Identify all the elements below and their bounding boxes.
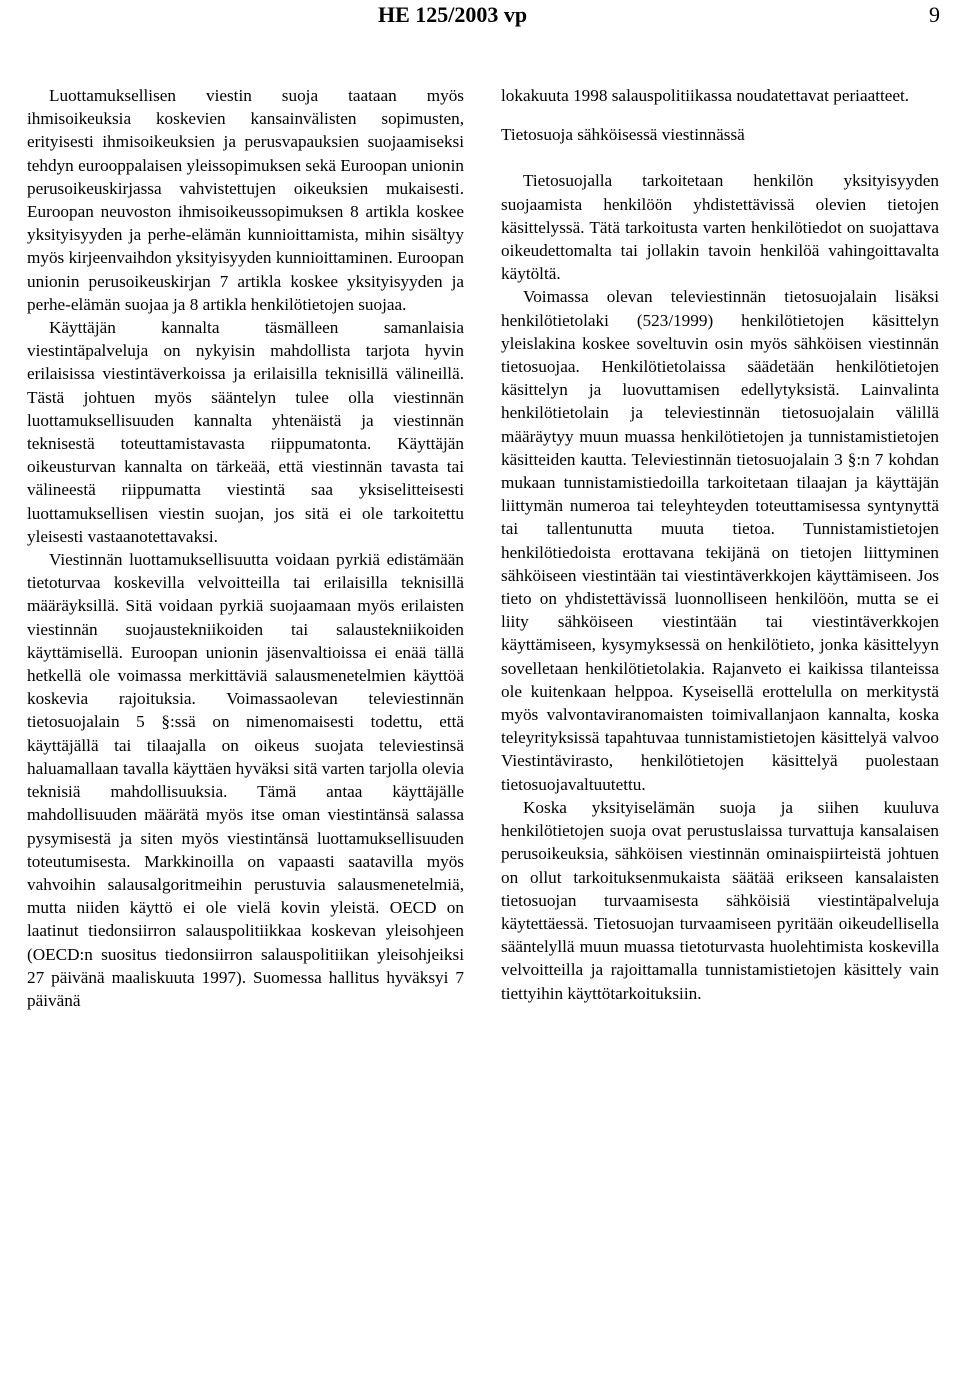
page-number: 9: [929, 2, 940, 27]
left-column: [27, 84, 464, 1012]
page-header: [0, 0, 960, 36]
section-heading: Tietosuoja sähköisessä viestinnässä: [501, 125, 745, 145]
document-id: HE 125/2003 vp: [378, 2, 528, 27]
paragraph: Koska yksityiselämän suoja ja siihen kuuluva henkilötietojen suoja ovat perustuslaissa turvattuja kansalaisen perusoikeuksia, sähköisen viestinnän ominaispiirteistä johtuen on ollut tarkoituksenmukaista säätää erikseen kansalaisten tietosuojan turvaamisesta sähköisiä viestintäpalveluja käytettäessä. Tietosuojan turvaamiseen pyritään oikeudellisella sääntelyllä muun muassa tietoturvasta huolehtimista koskevilla velvoitteilla ja rajoittamalla tunnistamistietojen käsittely vain tiettyihin käyttötarkoituksiin.: [501, 797, 939, 1003]
paragraph: Viestinnän luottamuksellisuutta voidaan pyrkiä edistämään tietoturvaa koskevilla velvoitteilla tai erilaisilla teknisillä määräyksillä. Sitä voidaan pyrkiä suojaamaan myös erilaisten viestinnän suojaustekniikoiden tai salaustekniikoiden käyttämisellä. Euroopan unionin jäsenvaltioissa ei enää tällä hetkellä ole voimassa merkittäviä salausmenetelmien käyttöä koskevia rajoituksia. Voimassaolevan televiestinnän tietosuojalain 5 §:ssä on nimenomaisesti todettu, että käyttäjällä tai tilaajalla on oikeus suojata televiestinsä haluamallaan tavalla käyttäen hyväksi sitä varten tarjolla olevia teknisiä mahdollisuuksia. Tämä antaa käyttäjälle mahdollisuuden määrätä myös itse oman viestintänsä salassa pysymisestä ja siten myös viestintänsä luottamuksellisuuden toteutumisesta. Markkinoilla on vapaasti saatavilla myös vahvoihin salausalgoritmeihin perustuvia salausmenetelmiä, mutta niiden käyttö ei ole vielä kovin yleistä. OECD on laatinut tiedonsiirron salauspolitiikkaa koskevan yleisohjeen (OECD:n suositus tiedonsiirron salauspolitiikan yleisohjeiksi 27 päivänä maaliskuuta 1997). Suomessa hallitus hyväksyi 7 päivänä: [27, 550, 464, 1010]
paragraph: Käyttäjän kannalta täsmälleen samanlaisia viestintäpalveluja on nykyisin mahdollista tarjota hyvin erilaisissa viestintäverkoissa ja erilaisilla teknisillä välineillä. Tästä johtuen myös sääntelyn tulee olla viestinnän luottamuksellisuuden kannalta yhtenäistä ja viestinnän teknisestä toteuttamistavasta riippumatonta. Käyttäjän oikeusturvan kannalta on tärkeää, että viestinnän tavasta tai välineestä riippumatta viestintä saa yksiselitteisesti luottamuksellisen viestin suojan, jos sitä ei ole tarkoitettu yleisesti vastaanotettavaksi.: [27, 318, 464, 546]
paragraph: Luottamuksellisen viestin suoja taataan myös ihmisoikeuksia koskevien kansainvälisten sopimusten, erityisesti ihmisoikeuksien ja perusvapauksien suojaamiseksi tehdyn eurooppalaisen yleissopimuksen sekä Euroopan unionin perusoikeuskirjassa vahvistettujen oikeuksien mukaisesti. Euroopan neuvoston ihmisoikeussopimuksen 8 artikla koskee yksityisyyden ja perhe-elämän kunnioittamista, mihin sisältyy myös kirjeenvaihdon yksityisyyden kunnioittaminen. Euroopan unionin perusoikeuskirjan 7 artikla koskee yksityisyyden ja perhe-elämän suojaa ja 8 artikla henkilötietojen suojaa.: [27, 86, 464, 314]
right-column: [501, 84, 939, 1005]
paragraph: Voimassa olevan televiestinnän tietosuojalain lisäksi henkilötietolaki (523/1999) henkilötietojen käsittelyn yleislakina koskee soveltuvin osin myös sähköisen viestinnän tietosuojaa. Henkilötietolaissa säädetään henkilötietojen käsittelyn ja luovuttamisen edellytyksistä. Lainvalinta henkilötietolain ja televiestinnän tietosuojalain välillä määräytyy muun muassa henkilötietojen ja tunnistamistietojen käsitteiden kautta. Televiestinnän tietosuojalain 3 §:n 7 kohdan mukaan tunnistamistiedoilla tarkoitetaan tilaajan ja käyttäjän liittymän numeroa tai teleyhteyden toteuttamisessa syntynyttä tai tallentunutta muuta tietoa. Tunnistamistietojen henkilötiedoista erottavana tekijänä on tietojen liittyminen sähköiseen viestintään tai viestintäverkkojen käyttämiseen. Jos tieto on yhdistettävissä luonnolliseen henkilöön, mutta se ei liity sähköiseen viestintään tai viestintäverkkojen käyttämiseen, kysymyksessä on henkilötieto, jonka käsittelyyn sovelletaan henkilötietolakia. Rajanveto ei kaikissa tilanteissa ole kuitenkaan helppoa. Kyseisellä erottelulla on merkitystä myös valvontaviranomaisten toimivallanjaon kannalta, koska teleyrityksissä tapahtuvaa tunnistamistietojen käsittelyä valvoo Viestintävirasto, henkilötietojen käsittelyä puolestaan tietosuojavaltuutettu.: [501, 287, 939, 794]
paragraph: Tietosuojalla tarkoitetaan henkilön yksityisyyden suojaamista henkilöön yhdistettävissä olevien tietojen käsittelyssä. Tätä tarkoitusta varten henkilötiedot on suojattava oikeudettomalta tai jollakin tavoin henkilöä vahingoittavalta käytöltä.: [501, 171, 939, 284]
paragraph-continuation: lokakuuta 1998 salauspolitiikassa noudatettavat periaatteet.: [501, 86, 910, 105]
